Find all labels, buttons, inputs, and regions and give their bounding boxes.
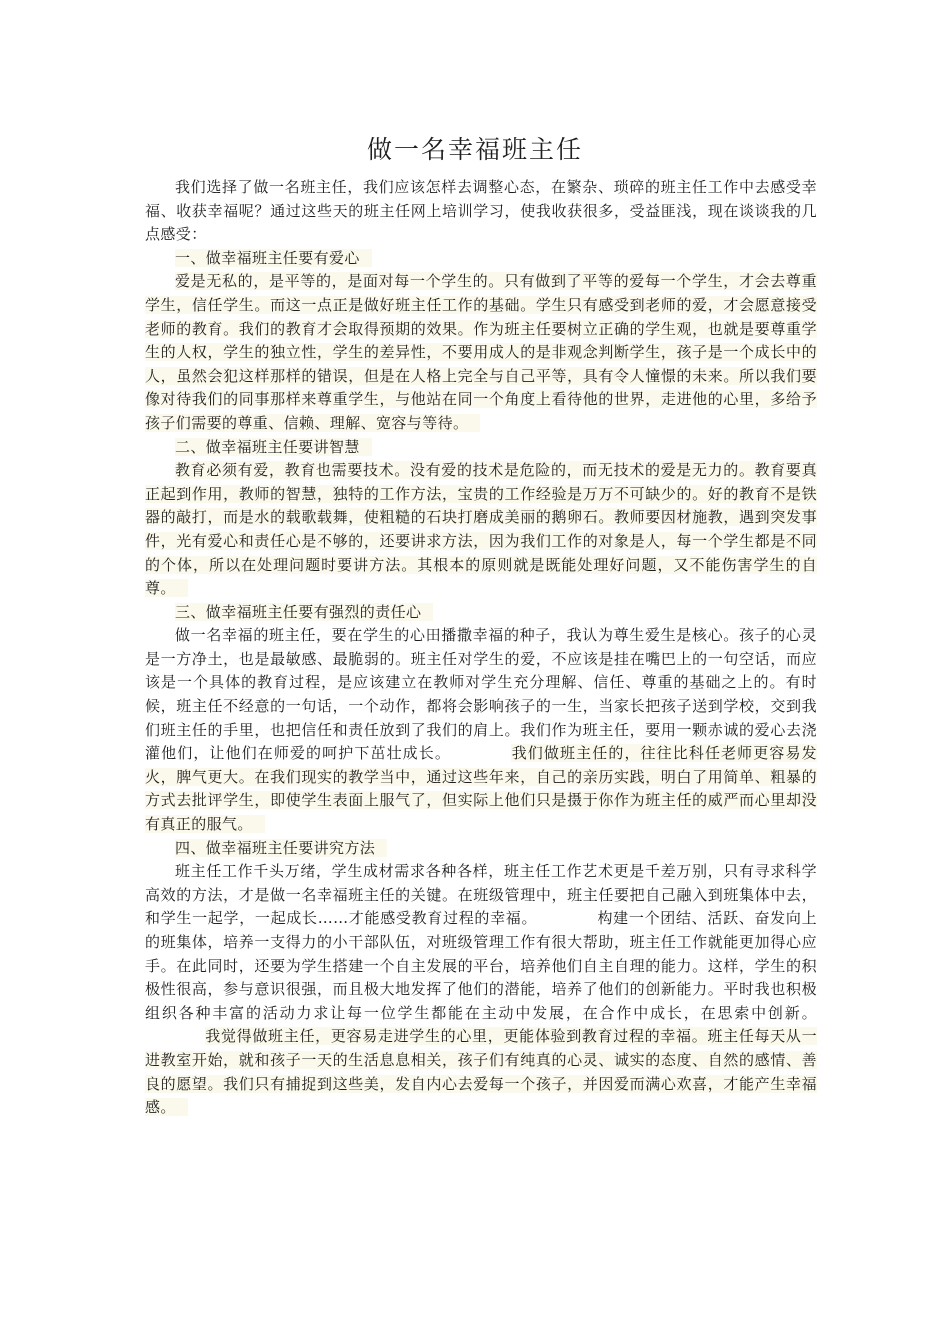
body-paragraph: 爱是无私的，是平等的，是面对每一个学生的。只有做到了平等的爱每一个学生，才会去尊重学生，信任学生。而这一点正是做好班主任工作的基础。学生只有感受到老师的爱，才会愿意接受老师的教育。我们的教育才会取得预期的效果。作为班主任要树立正确的学生观，也就是要尊重学生的人权，学生的独立性，学生的差异性，不要用成人的是非观念判断学生，孩子是一个成长中的人，虽然会犯这样那样的错误，但是在人格上完全与自己平等，具有令人憧憬的未来。所以我们要像对待我们的同事那样来尊重学生，与他站在同一个角度上看待他的世界，走进他的心里，多给予孩子们需要的尊重、信赖、理解、宽容与等待。 bbox=[145, 272, 817, 432]
section-heading: 四、做幸福班主任要讲究方法 bbox=[145, 837, 817, 861]
section-heading: 二、做幸福班主任要讲智慧 bbox=[145, 436, 817, 460]
body-paragraph: 教育必须有爱，教育也需要技术。没有爱的技术是危险的，而无技术的爱是无力的。教育要真正起到作用，教师的智慧，独特的工作方法，宝贵的工作经验是万万不可缺少的。好的教育不是铁器的敲打，而是水的载歌载舞，使粗糙的石块打磨成美丽的鹅卵石。教师要因材施教，遇到突发事件，光有爱心和责任心是不够的，还要讲求方法，因为我们工作的对象是人，每一个学生都是不同的个体，所以在处理问题时要讲方法。其根本的原则就是既能处理好问题，又不能伤害学生的自尊。 bbox=[145, 461, 817, 598]
body-paragraph: 班主任工作千头万绪，学生成材需求各种各样，班主任工作艺术更是千差万别，只有寻求科学高效的方法，才是做一名幸福班主任的关键。在班级管理中，班主任要把自己融入到班集体中去，和学生一起学，一起成长……才能感受教育过程的幸福。 构建一个团结、活跃、奋发向上的班集体，培养一支得力的小干部队伍，对班级管理工作有很大帮助，班主任工作就能更加得心应手。在此同时，还要为学生搭建一个自主发展的平台，培养他们自主自理的能力。这样，学生的积极性很高，参与意识很强，而且极大地发挥了他们的潜能，培养了他们的创新能力。平时我也积极组织各种丰富的活动力求让每一位学生都能在主动中发展，在合作中成长，在思索中创新。我觉得做班主任，更容易走进学生的心里，更能体验到教育过程的幸福。班主任每天从一进教室开始，就和孩子一天的生活息息相关，孩子们有纯真的心灵、诚实的态度、自然的感情、善良的愿望。我们只有捕捉到这些美，发自内心去爱每一个孩子，并因爱而满心欢喜，才能产生幸福感。 bbox=[145, 862, 817, 1117]
section-heading: 一、做幸福班主任要有爱心 bbox=[145, 247, 817, 271]
section-heading: 三、做幸福班主任要有强烈的责任心 bbox=[145, 601, 817, 625]
intro-paragraph: 我们选择了做一名班主任，我们应该怎样去调整心态，在繁杂、琐碎的班主任工作中去感受幸福、收获幸福呢？通过这些天的班主任网上培训学习，使我收获很多，受益匪浅，现在谈谈我的几点感受： bbox=[145, 178, 817, 244]
body-paragraph: 做一名幸福的班主任，要在学生的心田播撒幸福的种子，我认为尊生爱生是核心。孩子的心灵是一方净土，也是最敏感、最脆弱的。班主任对学生的爱，不应该是挂在嘴巴上的一句空话，而应该是一个具体的教育过程，是应该建立在教师对学生充分理解、信任、尊重的基础之上的。有时候，班主任不经意的一句话，一个动作，都将会影响孩子的一生，当家长把孩子送到学校，交到我们班主任的手里，也把信任和责任放到了我们的肩上。我们作为班主任，要用一颗赤诚的爱心去浇灌他们，让他们在师爱的呵护下茁壮成长。 我们做班主任的，往往比科任老师更容易发火，脾气更大。在我们现实的教学当中，通过这些年来，自己的亲历实践，明白了用简单、粗暴的方式去批评学生，即使学生表面上服气了，但实际上他们只是摄于你作为班主任的威严而心里却没有真正的服气。 bbox=[145, 626, 817, 834]
document-title: 做一名幸福班主任 bbox=[366, 135, 583, 164]
document-body bbox=[145, 176, 817, 1120]
